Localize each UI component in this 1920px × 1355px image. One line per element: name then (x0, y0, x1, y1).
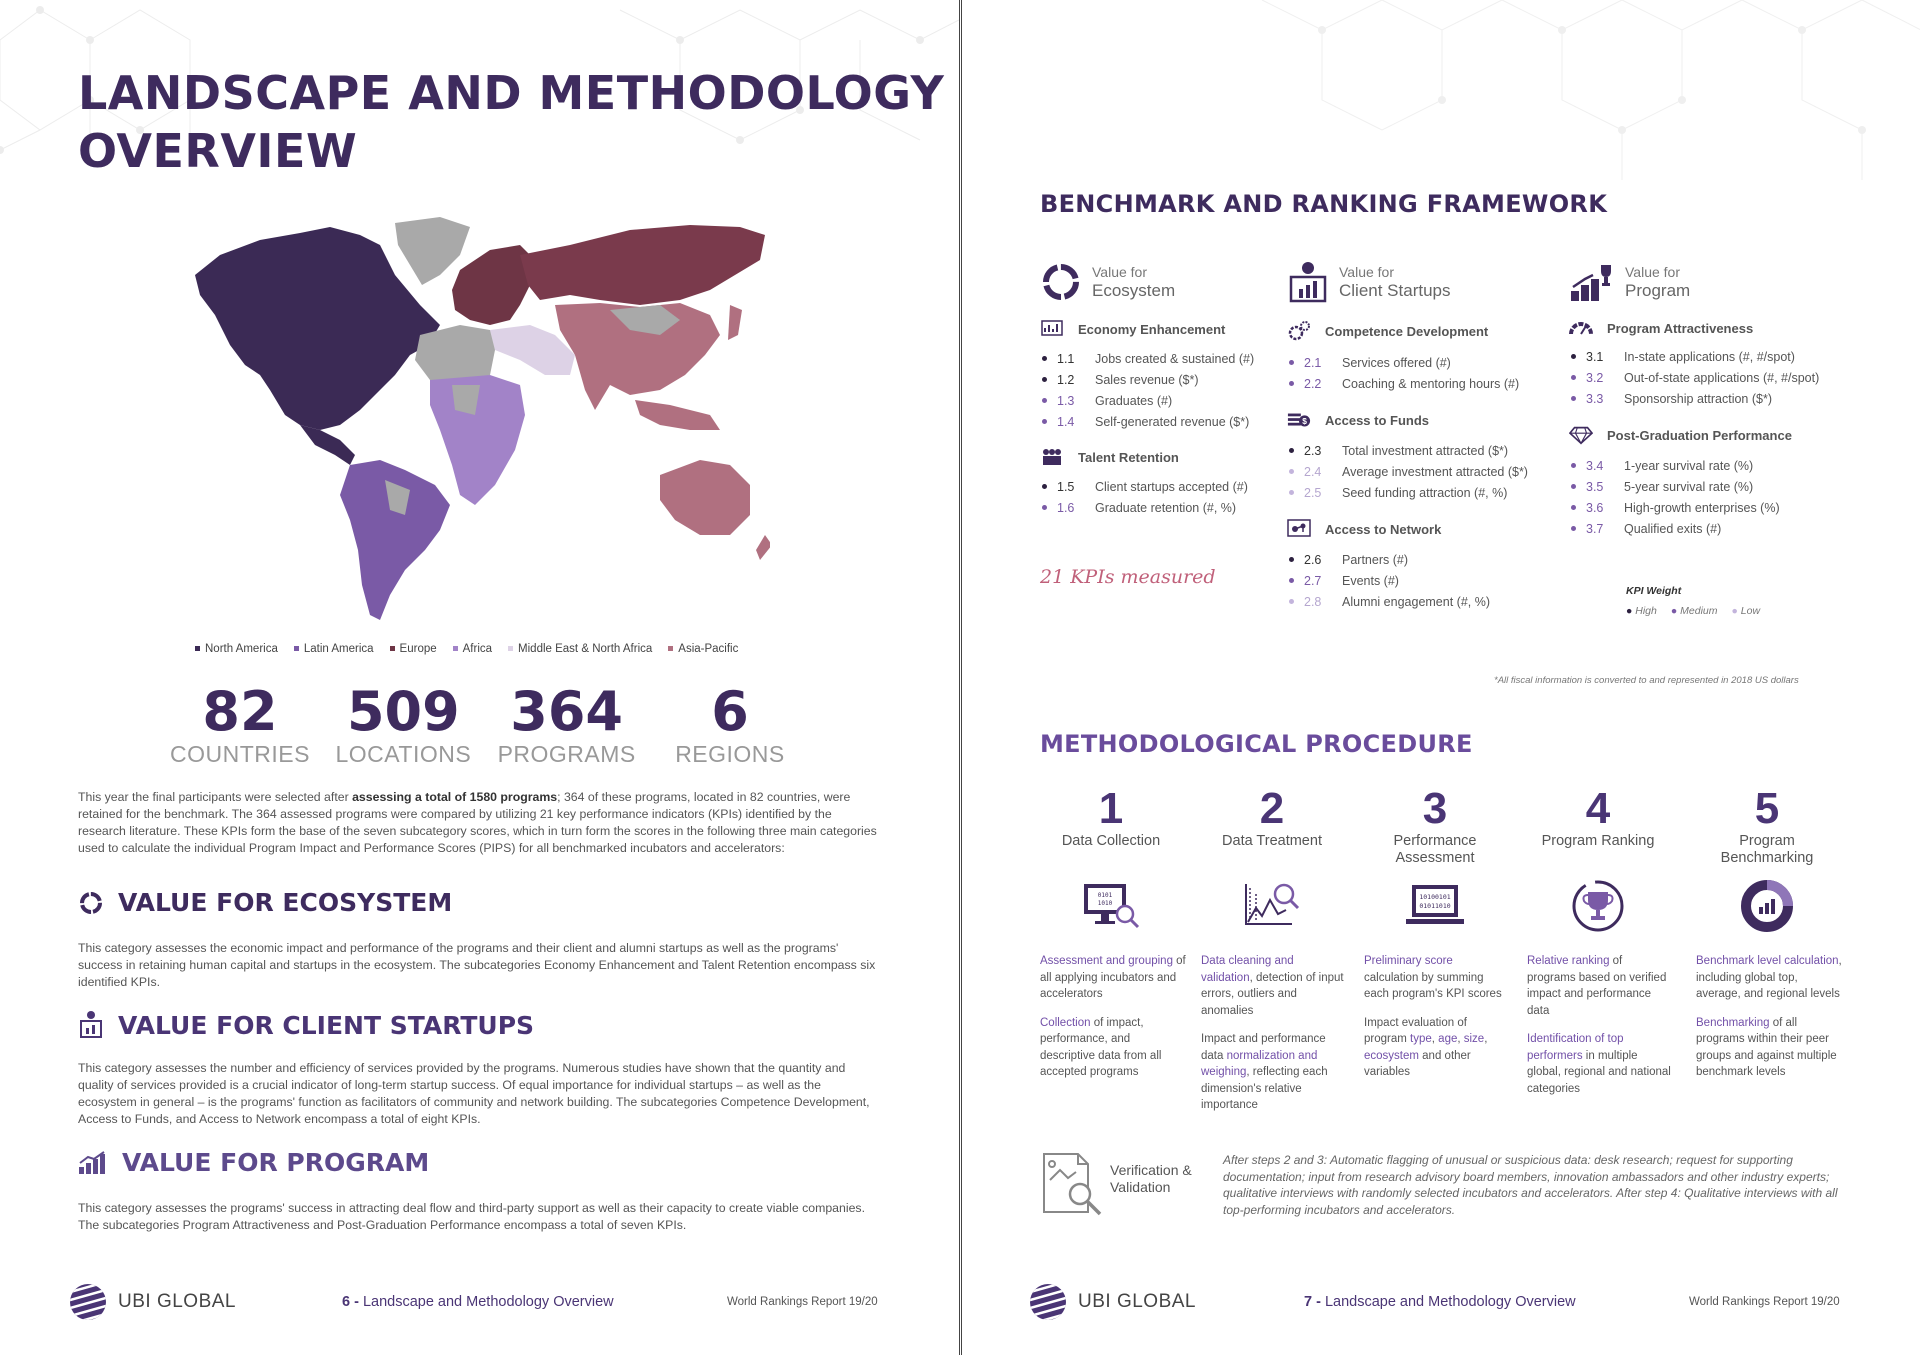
kpi-label: Graduate retention (#, %) (1095, 500, 1237, 515)
framework-column-client-startups (1287, 260, 1557, 612)
kpi-code: 3.1 (1586, 349, 1604, 364)
highlight-text: Data cleaning and validation (1201, 955, 1294, 984)
stat-regions (650, 680, 810, 768)
desc-text: of programs based on verified impact and performance data (1527, 955, 1667, 1017)
kpi-list (1040, 476, 1280, 518)
trophy-bars-icon (1569, 261, 1615, 303)
kpi-code: 2.3 (1304, 443, 1322, 458)
title-line-1: LANDSCAPE AND METHODOLOGY (78, 66, 945, 120)
kpi-code: 1.1 (1057, 351, 1075, 366)
group-title: Post-Graduation Performance (1607, 427, 1792, 443)
section-client-startups-text: This category assesses the number and efficiency of services provided by the programs. Numerous studies have shown that the quantity and quality of services provided is a crucial indicator of long-term startup success. Of equal importance for individual startups – as well as the ecosystem in general – is the programs' function as facilitators of community and network building. The subcategories Competence Development, Access to Funds, and Access to Network encompass a total of eight KPIs. (78, 1061, 870, 1126)
framework-title: BENCHMARK AND RANKING FRAMEWORK (1040, 190, 1608, 218)
kpi-weight-dot (1289, 469, 1294, 474)
kpi-weight-dot (1042, 505, 1047, 510)
kpi-item (1287, 352, 1557, 373)
person-board-icon (78, 1010, 104, 1040)
highlight-text: size (1463, 1033, 1485, 1045)
kpi-label: Jobs created & sustained (#) (1095, 351, 1255, 366)
kpi-item (1287, 440, 1557, 461)
highlight-text: ecosystem (1364, 1049, 1419, 1062)
document-magnifier-icon (1040, 1150, 1108, 1218)
kpi-label: Seed funding attraction (#, %) (1342, 485, 1508, 500)
kpi-weight-dot (1289, 490, 1294, 495)
chart-board-icon (1041, 320, 1063, 338)
kpi-label: 5-year survival rate (%) (1624, 479, 1754, 494)
kpi-item (1569, 367, 1859, 388)
legend-label: Middle East & North Africa (518, 643, 653, 655)
intro-text-pre: This year the final participants were selected after (78, 790, 353, 804)
kpi-weight-dot (1571, 396, 1576, 401)
world-map (190, 215, 770, 625)
kpi-code: 2.6 (1304, 552, 1322, 567)
legend-item (453, 643, 492, 655)
kpi-weight-title: KPI Weight (1626, 585, 1682, 597)
step-description-2 (1197, 1031, 1347, 1114)
logo-text: UBI GLOBAL (118, 1291, 236, 1312)
step-description-1 (1197, 953, 1347, 1019)
right-page (961, 0, 1920, 1355)
desc-text: , (1457, 1033, 1464, 1045)
weight-label: Low (1740, 605, 1761, 617)
logo-text: UBI GLOBAL (1078, 1291, 1196, 1312)
network-icon (1287, 519, 1311, 539)
stat-number: 364 (510, 680, 624, 743)
column-header (1569, 260, 1859, 304)
legend-swatch (195, 646, 200, 651)
stat-number: 82 (202, 680, 278, 743)
kpi-weight-dot (1042, 377, 1047, 382)
kpi-list (1040, 348, 1280, 432)
page-number-value: 6 - (342, 1294, 359, 1310)
step-number: 5 (1754, 784, 1780, 833)
highlight-text: age (1438, 1033, 1458, 1045)
column-header-line1: Value for (1339, 264, 1394, 280)
stat-number: 6 (711, 680, 749, 743)
kpi-weight-dot (1289, 557, 1294, 562)
chart-magnifier-icon (1242, 880, 1302, 932)
kpi-item (1040, 497, 1280, 518)
kpi-item (1569, 455, 1859, 476)
footer (0, 1282, 959, 1322)
intro-paragraph (78, 789, 878, 857)
stat-label: REGIONS (675, 741, 785, 767)
step-description-1 (1036, 953, 1186, 1003)
legend-swatch (390, 646, 395, 651)
kpi-code: 3.5 (1586, 479, 1604, 494)
highlight-text: Relative ranking (1527, 955, 1610, 967)
kpi-code: 2.7 (1304, 573, 1322, 588)
map-japan (728, 305, 742, 340)
highlight-text: Identification of top performers (1527, 1033, 1624, 1062)
kpi-list (1569, 455, 1859, 539)
verification-label: Verification & Validation (1110, 1162, 1192, 1195)
legend-swatch (668, 646, 673, 651)
step-description-1 (1523, 953, 1673, 1019)
step-label: Program Ranking (1541, 833, 1655, 849)
kpi-item (1569, 476, 1859, 497)
kpi-code: 1.2 (1057, 372, 1075, 387)
kpi-item (1040, 369, 1280, 390)
weight-dot: ● (1626, 605, 1636, 617)
highlight-text: Preliminary score (1364, 955, 1453, 967)
framework-column-ecosystem (1040, 260, 1280, 588)
group-competence-development (1287, 320, 1557, 342)
svg-text:$: $ (1302, 416, 1307, 427)
desc-text: , (1484, 1033, 1488, 1045)
legend-label: Europe (399, 643, 437, 655)
ubi-logo (1028, 1282, 1196, 1322)
stat-locations (323, 680, 483, 768)
fiscal-note: *All fiscal information is converted to and represented in 2018 US dollars (1494, 675, 1799, 686)
step-number: 3 (1422, 784, 1448, 833)
legend-label: Africa (462, 643, 493, 655)
legend-item (668, 643, 738, 655)
kpi-item (1040, 476, 1280, 497)
highlight-text: normalization and weighing (1201, 1049, 1318, 1078)
svg-text:01011010: 01011010 (1419, 902, 1451, 910)
group-title: Economy Enhancement (1078, 321, 1226, 337)
kpi-weight-dot (1289, 599, 1294, 604)
monitor-data-icon (1081, 880, 1141, 932)
step-3 (1360, 785, 1510, 1081)
stat-label: COUNTRIES (170, 741, 310, 767)
step-4 (1523, 785, 1673, 1097)
weight-label: Medium (1680, 605, 1718, 617)
kpi-code: 3.3 (1586, 391, 1604, 406)
legend-label: North America (205, 643, 278, 655)
weight-dot: ● (1670, 605, 1681, 617)
kpi-weight-dot (1289, 448, 1294, 453)
step-1 (1036, 785, 1186, 1081)
kpi-code: 2.8 (1304, 594, 1322, 609)
desc-text: of all applying incubators and accelerators (1040, 955, 1186, 1000)
kpi-code: 1.6 (1057, 500, 1075, 515)
kpi-code: 3.4 (1586, 458, 1604, 473)
step-5 (1692, 785, 1842, 1081)
weight-legend-item (1671, 605, 1718, 617)
kpi-item (1569, 497, 1859, 518)
stat-programs (487, 680, 647, 768)
kpi-code: 2.1 (1304, 355, 1322, 370)
column-header-line2: Client Startups (1339, 281, 1451, 300)
kpi-label: Total investment attracted ($*) (1342, 443, 1509, 458)
map-russia (520, 225, 765, 305)
desc-text: , detection of input errors, outliers and anomalies (1201, 971, 1344, 1017)
step-number: 1 (1098, 784, 1124, 833)
kpi-weight-legend (1626, 605, 1859, 617)
map-australia (660, 460, 750, 535)
section-title: VALUE FOR PROGRAM (122, 1148, 430, 1177)
kpi-list (1287, 549, 1557, 612)
kpi-item (1287, 482, 1557, 503)
kpi-weight-dot (1571, 354, 1576, 359)
step-2 (1197, 785, 1347, 1114)
trophy-icon (1569, 878, 1627, 934)
step-number: 4 (1585, 784, 1611, 833)
desc-text: calculation by summing each program's KPI scores (1364, 971, 1502, 1000)
page-number-value: 7 - (1304, 1294, 1321, 1310)
kpi-weight-dot (1289, 381, 1294, 386)
map-legend (195, 643, 738, 655)
weight-legend-item (1732, 605, 1761, 617)
kpi-weight-dot (1571, 463, 1576, 468)
kpi-item (1569, 388, 1859, 409)
highlight-text: Benchmarking (1696, 1016, 1770, 1029)
highlight-text: Assessment and grouping (1040, 955, 1173, 967)
kpi-item (1287, 461, 1557, 482)
people-icon (1040, 448, 1064, 466)
weight-legend-item (1626, 605, 1657, 617)
column-header (1040, 260, 1280, 304)
step-label: Program Benchmarking (1720, 833, 1814, 866)
section-client-startups-heading (78, 1010, 534, 1040)
desc-text: of all programs within their peer groups and against multiple benchmark levels (1696, 1016, 1837, 1078)
column-header-line2: Program (1625, 281, 1691, 300)
group-title: Competence Development (1325, 323, 1489, 339)
group-access-to-network (1287, 519, 1557, 539)
kpi-code: 1.5 (1057, 479, 1075, 494)
desc-text: and other variables (1364, 1049, 1471, 1078)
legend-swatch (294, 646, 299, 651)
step-number: 2 (1259, 784, 1285, 833)
growth-bars-icon (78, 1151, 108, 1175)
kpi-item (1287, 591, 1557, 612)
column-header (1287, 260, 1557, 304)
desc-text: Impact and performance data (1201, 1033, 1326, 1062)
globe-logo-icon (1028, 1282, 1068, 1322)
section-title: VALUE FOR ECOSYSTEM (118, 888, 453, 917)
step-label: Performance Assessment (1393, 833, 1477, 866)
kpi-label: Coaching & mentoring hours (#) (1342, 376, 1520, 391)
legend-item (508, 643, 652, 655)
page-number (1304, 1294, 1576, 1310)
group-post-graduation-performance (1569, 425, 1859, 445)
kpi-item (1040, 348, 1280, 369)
kpi-label: High-growth enterprises (%) (1624, 500, 1780, 515)
kpi-label: Client startups accepted (#) (1095, 479, 1248, 494)
desc-text: Impact evaluation of program (1364, 1016, 1467, 1045)
money-icon (1287, 410, 1311, 430)
donut-chart-icon (1738, 878, 1796, 934)
step-description-2 (1523, 1031, 1673, 1097)
kpi-item (1287, 373, 1557, 394)
laptop-binary-icon (1404, 881, 1466, 931)
column-header-line2: Ecosystem (1092, 281, 1176, 300)
diamond-icon (1569, 425, 1593, 445)
map-north-america (195, 227, 440, 430)
column-header-line1: Value for (1625, 264, 1680, 280)
kpi-label: Out-of-state applications (#, #/spot) (1624, 370, 1820, 385)
kpi-item (1040, 411, 1280, 432)
weight-dot: ● (1731, 605, 1741, 617)
kpi-item (1569, 346, 1859, 367)
section-program-heading (78, 1148, 429, 1177)
kpi-code: 2.4 (1304, 464, 1322, 479)
ubi-logo (68, 1282, 236, 1322)
highlight-text: type (1410, 1033, 1432, 1045)
column-header-line1: Value for (1092, 264, 1147, 280)
legend-swatch (453, 646, 458, 651)
section-program-text: This category assesses the programs' success in attracting deal flow and third-party support as well as their capacity to create viable companies. The subcategories Program Attractiveness and Post-Graduation Performance encompass a total of seven KPIs. (78, 1201, 865, 1232)
group-title: Access to Funds (1325, 412, 1430, 428)
svg-text:0101: 0101 (1097, 892, 1113, 899)
kpi-weight-dot (1042, 356, 1047, 361)
page-number-title: Landscape and Methodology Overview (1324, 1294, 1576, 1310)
step-label: Data Treatment (1222, 833, 1322, 849)
step-description-1 (1692, 953, 1842, 1003)
kpi-label: Partners (#) (1342, 552, 1408, 567)
kpi-list (1287, 352, 1557, 394)
kpi-weight-dot (1289, 360, 1294, 365)
kpi-list (1569, 346, 1859, 409)
kpi-weight-dot (1042, 419, 1047, 424)
kpi-list (1287, 440, 1557, 503)
kpi-code: 3.6 (1586, 500, 1604, 515)
page-number (342, 1294, 614, 1310)
desc-text: of impact, performance, and descriptive data from all accepted programs (1040, 1016, 1162, 1078)
kpi-weight-dot (1571, 526, 1576, 531)
intro-text-bold: assessing a total of 1580 programs (352, 790, 558, 804)
group-title: Access to Network (1325, 521, 1442, 537)
hexagon-background (962, 0, 1920, 200)
group-program-attractiveness (1569, 320, 1859, 336)
title-line-2: OVERVIEW (78, 124, 358, 178)
report-name: World Rankings Report 19/20 (1689, 1296, 1840, 1308)
kpi-item (1287, 549, 1557, 570)
kpi-label: Alumni engagement (#, %) (1342, 594, 1490, 609)
stat-label: LOCATIONS (335, 741, 472, 767)
report-name: World Rankings Report 19/20 (727, 1296, 878, 1308)
group-economy-enhancement (1040, 320, 1280, 338)
group-title: Talent Retention (1078, 449, 1179, 465)
verification-text: After steps 2 and 3: Automatic flagging of unusual or suspicious data: desk research; request for supporting documentation; input from research advisory board members, innovation ambassadors and other industry experts; qualitative interviews with randomly selected incubators and accelerators. After step 4: Qualitative interviews with all top-performing incubators and accelerators. (1223, 1153, 1838, 1217)
kpi-label: Events (#) (1342, 573, 1399, 588)
step-description-1 (1360, 953, 1510, 1003)
stat-number: 509 (346, 680, 460, 743)
step-description-2 (1692, 1015, 1842, 1081)
desc-text: , (1431, 1033, 1439, 1045)
kpi-weight-dot (1042, 484, 1047, 489)
gears-icon (1287, 320, 1311, 342)
procedure-title: METHODOLOGICAL PROCEDURE (1040, 730, 1473, 758)
kpi-label: 1-year survival rate (%) (1624, 458, 1754, 473)
kpi-weight-dot (1571, 375, 1576, 380)
svg-text:1010: 1010 (1097, 900, 1113, 907)
globe-logo-icon (68, 1282, 108, 1322)
kpi-weight-dot (1042, 398, 1047, 403)
highlight-text: Collection (1040, 1016, 1091, 1029)
kpi-weight-dot (1571, 505, 1576, 510)
weight-label: High (1635, 605, 1657, 617)
stat-countries (160, 680, 320, 768)
svg-text:10100101: 10100101 (1419, 893, 1451, 901)
legend-swatch (508, 646, 513, 651)
kpi-item (1040, 390, 1280, 411)
highlight-text: Benchmark level calculation (1696, 955, 1839, 967)
kpi-code: 3.2 (1586, 370, 1604, 385)
legend-item (195, 643, 278, 655)
kpi-label: Self-generated revenue ($*) (1095, 414, 1250, 429)
group-talent-retention (1040, 448, 1280, 466)
kpi-weight-dot (1571, 484, 1576, 489)
section-ecosystem-heading (78, 888, 452, 917)
stats-row (160, 680, 810, 768)
page-title (78, 64, 944, 180)
step-label: Data Collection (1061, 833, 1161, 849)
ring-icon (78, 890, 104, 916)
kpi-code: 3.7 (1586, 521, 1604, 536)
kpi-item (1287, 570, 1557, 591)
kpi-label: Sponsorship attraction ($*) (1624, 391, 1772, 406)
desc-text: , reflecting each dimension's relative importance (1201, 1066, 1328, 1111)
group-title: Program Attractiveness (1607, 320, 1754, 336)
kpi-label: Graduates (#) (1095, 393, 1173, 408)
legend-label: Latin America (303, 643, 374, 655)
kpis-measured-note: 21 KPIs measured (1040, 566, 1216, 588)
page-number-title: Landscape and Methodology Overview (362, 1294, 614, 1310)
kpi-code: 1.3 (1057, 393, 1075, 408)
desc-text: in multiple global, regional and national categories (1527, 1049, 1671, 1095)
kpi-label: Sales revenue ($*) (1095, 372, 1199, 387)
kpi-code: 1.4 (1057, 414, 1075, 429)
kpi-label: Average investment attracted ($*) (1342, 464, 1528, 479)
kpi-label: Qualified exits (#) (1624, 521, 1722, 536)
kpi-code: 2.5 (1304, 485, 1322, 500)
legend-item (294, 643, 374, 655)
step-description-2 (1036, 1015, 1186, 1081)
footer (962, 1282, 1920, 1322)
legend-item (390, 643, 437, 655)
stat-label: PROGRAMS (497, 741, 636, 767)
map-new-zealand (756, 535, 770, 560)
section-title: VALUE FOR CLIENT STARTUPS (118, 1010, 535, 1040)
kpi-label: In-state applications (#, #/spot) (1624, 349, 1795, 364)
desc-text: , including global top, average, and regional levels (1696, 955, 1842, 1000)
kpi-weight-dot (1289, 578, 1294, 583)
legend-label: Asia-Pacific (678, 643, 739, 655)
gauge-icon (1569, 320, 1593, 336)
framework-column-program (1569, 260, 1859, 617)
kpi-item (1569, 518, 1859, 539)
map-central-america (300, 425, 355, 465)
person-board-icon (1287, 261, 1329, 303)
map-se-asia (635, 400, 720, 430)
section-ecosystem-text: This category assesses the economic impact and performance of the programs and their client and alumni startups as well as the programs' success in retaining human capital and startups in the ecosystem. The subcategories Economy Enhancement and Talent Retention encompass six identified KPIs. (78, 941, 876, 989)
kpi-label: Services offered (#) (1342, 355, 1451, 370)
ring-icon (1040, 261, 1082, 303)
intro-text-post: ; 364 of these programs, located in 82 countries, were retained for the benchmark. The 364 assessed programs were compared by utilizing 21 key performance indicators (KPIs) identified by the research literature. These KPIs form the base of the seven subcategory scores, which in turn form the scores in the following three main categories used to calculate the individual Program Impact and Performance Scores (PIPS) for all benchmarked incubators and accelerators: (78, 790, 877, 855)
step-description-2 (1360, 1015, 1510, 1081)
kpi-code: 2.2 (1304, 376, 1322, 391)
group-access-to-funds (1287, 410, 1557, 430)
